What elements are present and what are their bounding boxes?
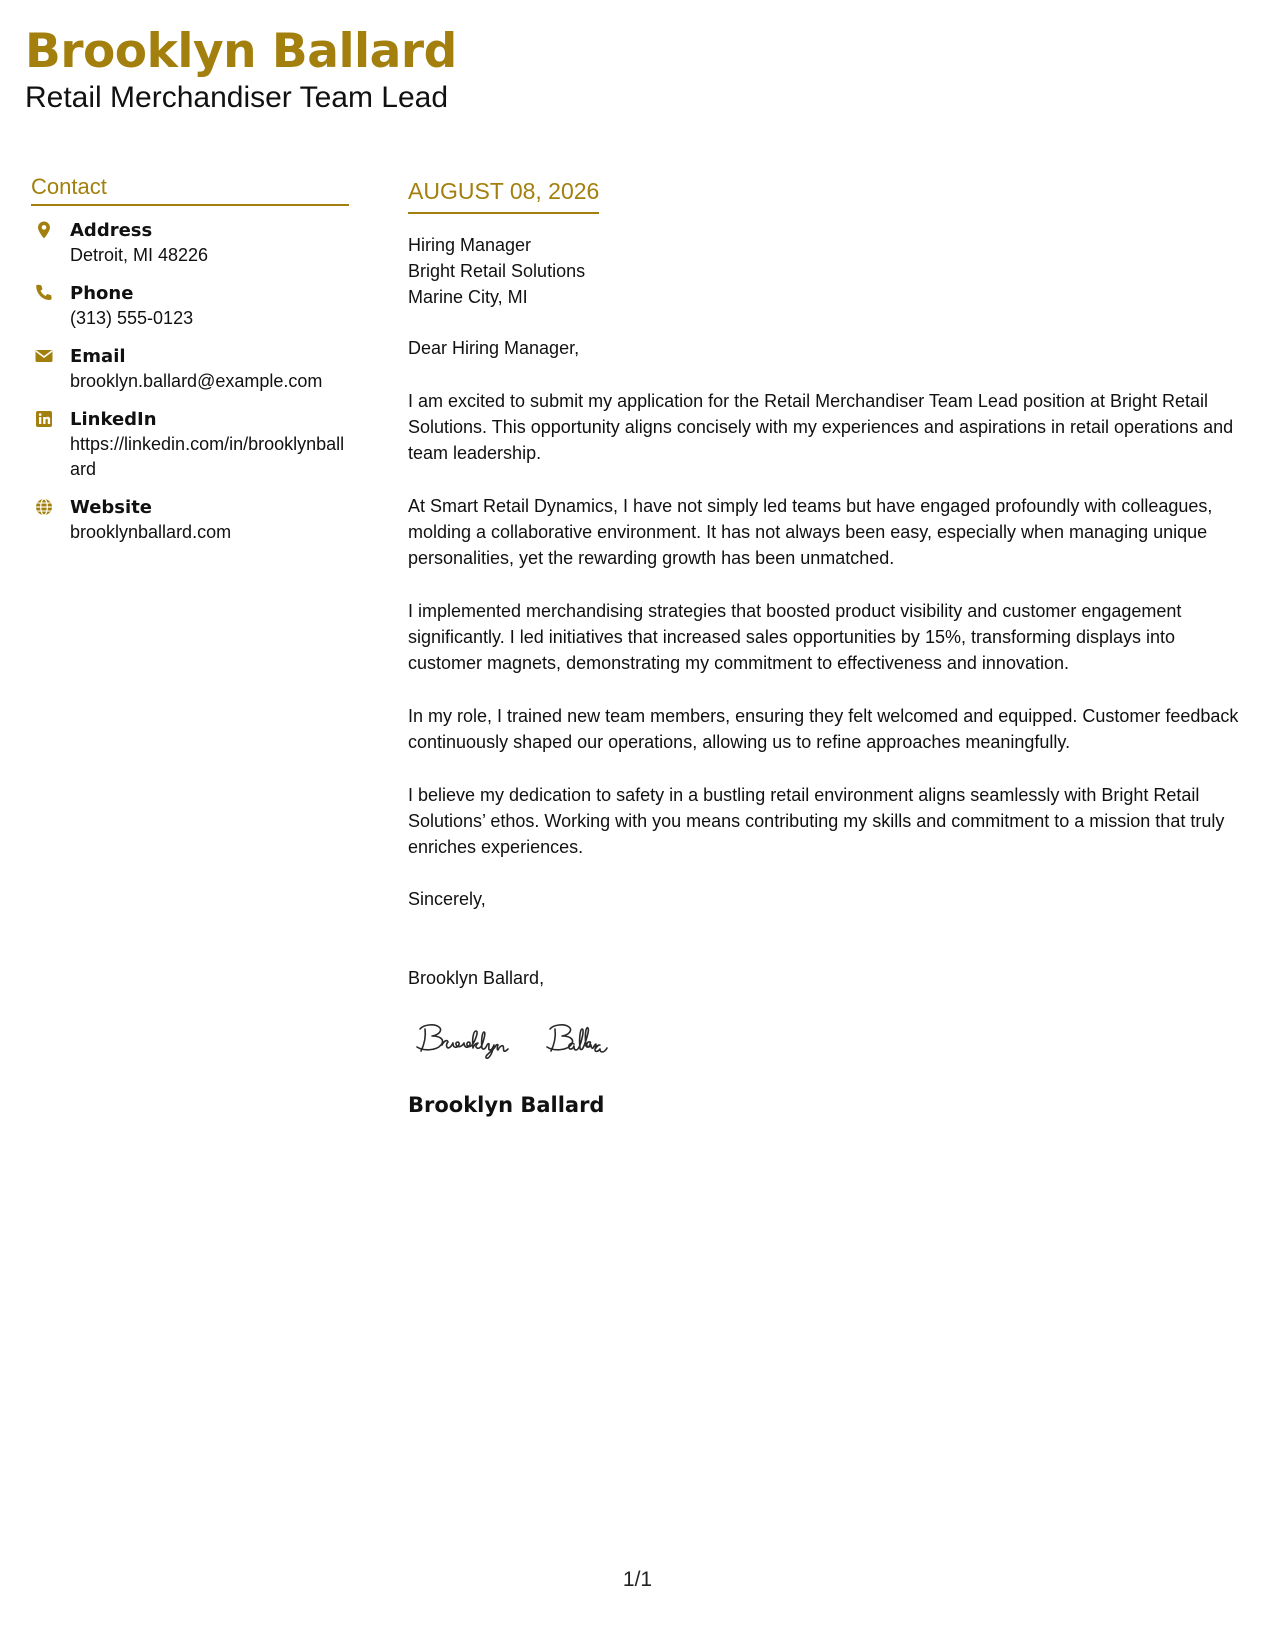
recipient-line: Marine City, MI bbox=[408, 287, 528, 307]
contact-section-title: Contact bbox=[31, 174, 349, 206]
contact-item-website bbox=[31, 495, 349, 545]
body-paragraph: At Smart Retail Dynamics, I have not simply led teams but have engaged profoundly with colleagues, molding a collaborative environment. It has not always been easy, especially when managing unique personalities, yet the rewarding growth has been unmatched. bbox=[408, 496, 1213, 568]
body-paragraph: In my role, I trained new team members, ensuring they felt welcomed and equipped. Customer feedback continuously shaped our operations, allowing us to refine approaches meaningfully. bbox=[408, 706, 1239, 752]
signed-name: Brooklyn Ballard, bbox=[408, 968, 545, 988]
email-value[interactable]: brooklyn.ballard@example.com bbox=[70, 371, 323, 391]
body-paragraph: I implemented merchandising strategies that boosted product visibility and customer engagement significantly. I led initiatives that increased sales opportunities by 15%, transforming displays into customer magnets, demonstrating my commitment to effectiveness and innovation. bbox=[408, 601, 1182, 673]
final-name: Brooklyn Ballard bbox=[408, 1093, 605, 1117]
phone-value: (313) 555-0123 bbox=[70, 308, 194, 328]
contact-label: LinkedIn bbox=[70, 409, 157, 430]
contact-label: Website bbox=[70, 497, 153, 518]
contact-item-phone bbox=[31, 281, 349, 331]
contact-item-email bbox=[31, 344, 349, 394]
body-paragraph: I am excited to submit my application for the Retail Merchandiser Team Lead position at Bright Retail Solutions. This opportunity aligns concisely with my experiences and aspirations in retail operations and team leadership. bbox=[408, 391, 1234, 463]
closing: Sincerely, bbox=[408, 889, 486, 909]
linkedin-icon bbox=[34, 409, 54, 429]
globe-icon bbox=[34, 497, 54, 517]
applicant-name: Brooklyn Ballard bbox=[25, 24, 457, 79]
applicant-title: Retail Merchandiser Team Lead bbox=[25, 81, 449, 114]
letter-header bbox=[25, 22, 457, 116]
recipient-line: Hiring Manager bbox=[408, 235, 532, 255]
recipient-block bbox=[408, 232, 1253, 310]
letter-body bbox=[408, 176, 1253, 1119]
map-pin-icon bbox=[34, 220, 54, 240]
handwritten-signature bbox=[408, 1015, 678, 1069]
envelope-icon bbox=[34, 346, 54, 366]
contact-label: Email bbox=[70, 346, 126, 367]
phone-icon bbox=[34, 283, 54, 303]
contact-label: Address bbox=[70, 220, 153, 241]
body-paragraph: I believe my dedication to safety in a bustling retail environment aligns seamlessly with Bright Retail Solutions’ ethos. Working with you means contributing my skills and commitment to a mission that truly enriches experiences. bbox=[408, 785, 1225, 857]
website-value[interactable]: brooklynballard.com bbox=[70, 522, 232, 542]
address-value: Detroit, MI 48226 bbox=[70, 245, 209, 265]
contact-label: Phone bbox=[70, 283, 134, 304]
linkedin-value[interactable]: https://linkedin.com/in/brooklynballard bbox=[70, 434, 345, 479]
contact-item-address bbox=[31, 218, 349, 268]
contact-list bbox=[31, 218, 349, 545]
greeting: Dear Hiring Manager, bbox=[408, 338, 580, 358]
recipient-line: Bright Retail Solutions bbox=[408, 261, 586, 281]
letter-date: AUGUST 08, 2026 bbox=[408, 176, 599, 214]
contact-sidebar bbox=[31, 174, 349, 558]
page-number: 1/1 bbox=[622, 1568, 653, 1591]
contact-item-linkedin bbox=[31, 407, 349, 482]
